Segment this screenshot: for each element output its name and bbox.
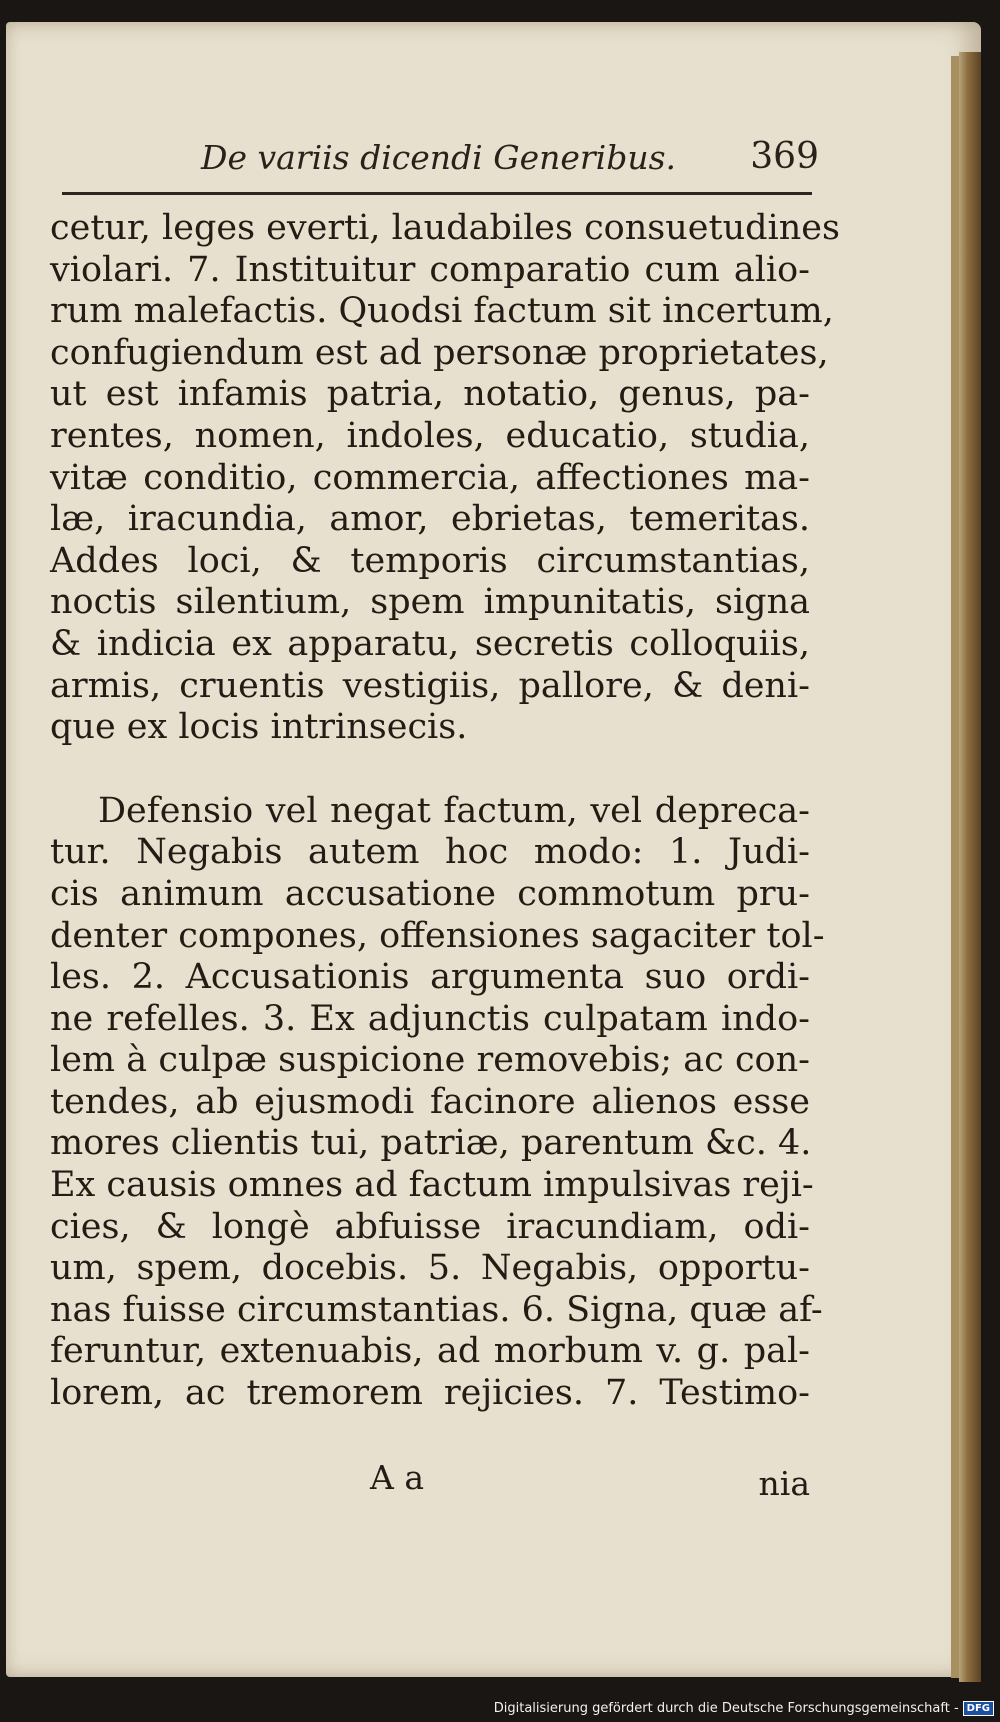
text-line: que ex locis intrinsecis. bbox=[50, 707, 468, 748]
text-line: violari. 7. Instituitur comparatio cum alio- bbox=[50, 249, 810, 290]
text-line: mores clientis tui, patriæ, parentum &c. 4. bbox=[50, 1123, 812, 1164]
signature-mark: A a bbox=[370, 1458, 424, 1497]
text-line: ut est infamis patria, notatio, genus, pa- bbox=[50, 374, 810, 415]
text-line: um, spem, docebis. 5. Negabis, opportu- bbox=[50, 1248, 810, 1289]
header-rule bbox=[62, 192, 812, 195]
running-title: De variis dicendi Generibus. bbox=[201, 138, 677, 177]
text-line: feruntur, extenuabis, ad morbum v. g. pal- bbox=[50, 1331, 810, 1372]
text-line: læ, iracundia, amor, ebrietas, temeritas. bbox=[50, 499, 810, 540]
text-line: noctis silentium, spem impunitatis, signa bbox=[50, 582, 810, 623]
body-text bbox=[50, 208, 840, 1415]
text-line: tendes, ab ejusmodi facinore alienos esse bbox=[50, 1081, 810, 1122]
funding-credit bbox=[494, 1701, 994, 1716]
text-line: ne refelles. 3. Ex adjunctis culpatam indo- bbox=[50, 998, 810, 1039]
running-header bbox=[54, 130, 819, 190]
text-line: armis, cruentis vestigiis, pallore, & deni- bbox=[50, 665, 810, 706]
funding-credit-text: Digitalisierung gefördert durch die Deutsche Forschungsgemeinschaft - bbox=[493, 1701, 959, 1716]
catchword: nia bbox=[758, 1464, 810, 1503]
page-fore-edge-inner bbox=[951, 56, 959, 1678]
text-line: Addes loci, & temporis circumstantias, bbox=[50, 540, 810, 581]
text-line: lorem, ac tremorem rejicies. 7. Testimo- bbox=[50, 1373, 810, 1414]
text-line: lem à culpæ suspicione removebis; ac con- bbox=[50, 1040, 810, 1081]
text-line: tur. Negabis autem hoc modo: 1. Judi- bbox=[50, 832, 810, 873]
page-number: 369 bbox=[750, 136, 819, 177]
text-line: Defensio vel negat factum, vel depreca- bbox=[98, 790, 810, 831]
dfg-logo: DFG bbox=[963, 1701, 994, 1716]
text-line: rum malefactis. Quodsi factum sit incertum, bbox=[50, 291, 834, 332]
text-line: cies, & longè abfuisse iracundiam, odi- bbox=[50, 1206, 810, 1247]
paragraph-1 bbox=[50, 208, 840, 749]
paragraph-2 bbox=[50, 790, 825, 1415]
text-line: rentes, nomen, indoles, educatio, studia, bbox=[50, 415, 810, 456]
page-fore-edge bbox=[959, 52, 981, 1682]
book-page bbox=[6, 22, 981, 1677]
text-line: cis animum accusatione commotum pru- bbox=[50, 873, 810, 914]
text-line: nas fuisse circumstantias. 6. Signa, quæ af- bbox=[50, 1289, 823, 1330]
paragraph-gap bbox=[50, 749, 810, 791]
text-line: les. 2. Accusationis argumenta suo ordi- bbox=[50, 957, 810, 998]
text-line: vitæ conditio, commercia, affectiones ma- bbox=[50, 457, 810, 498]
page-footer bbox=[50, 1458, 810, 1508]
text-line: Ex causis omnes ad factum impulsivas reji- bbox=[50, 1165, 814, 1206]
text-line: cetur, leges everti, laudabiles consuetudines bbox=[50, 208, 840, 248]
text-line: & indicia ex apparatu, secretis colloquiis, bbox=[50, 623, 810, 664]
text-line: denter compones, offensiones sagaciter tol- bbox=[50, 915, 825, 956]
text-line: confugiendum est ad personæ proprietates, bbox=[50, 332, 829, 373]
